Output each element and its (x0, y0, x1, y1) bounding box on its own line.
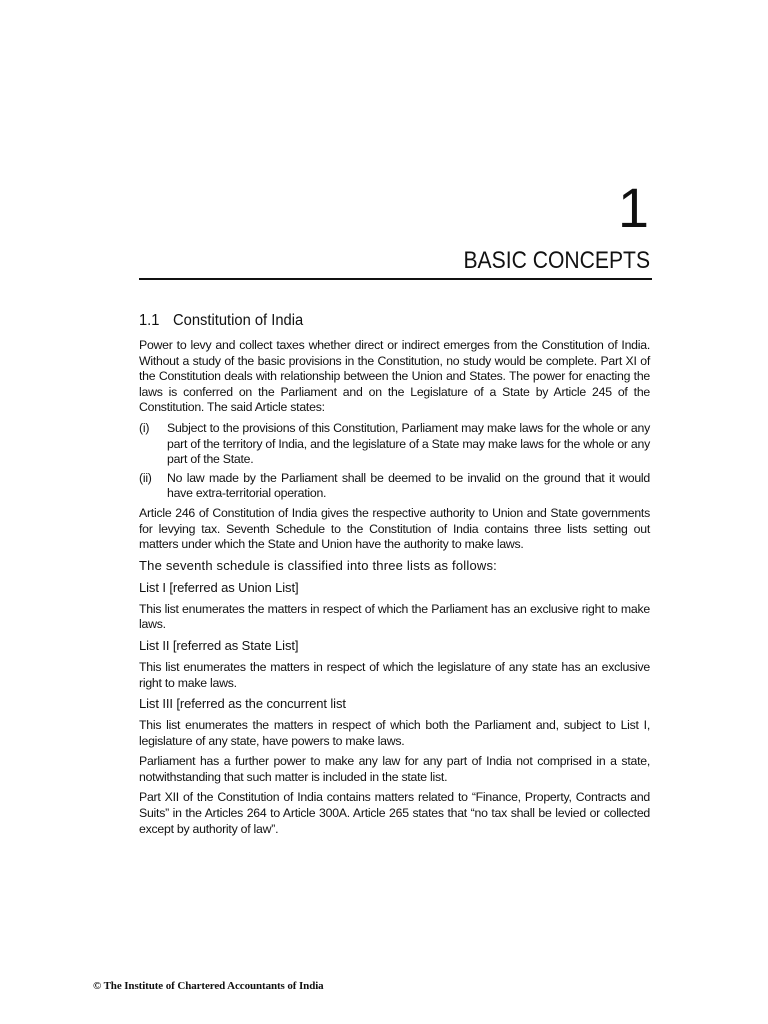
part-xii-paragraph: Part XII of the Constitution of India contains matters related to “Finance, Property, Contracts and Suits” in the Articles 264 to Article 300A. Article 265 states that “no tax shall be levied or collected except by authority of law”. (139, 790, 650, 836)
article-245-list (139, 421, 650, 502)
intro-paragraph: Power to levy and collect taxes whether direct or indirect emerges from the Constitution of India. Without a study of the basic provisions in the Constitution, no study would be complete. Part XI of the Constitution deals with relationship between the Union and States. The power for enacting the laws is conferred on the Parliament and on the Legislature of a State by Article 245 of the Constitution. The said Article states: (139, 338, 650, 415)
list2-heading: List II [referred as State List] (139, 637, 299, 653)
section-title: Constitution of India (173, 312, 304, 329)
seventh-schedule-intro: The seventh schedule is classified into three lists as follows: (139, 557, 497, 573)
list-item (139, 421, 650, 468)
list-item-text: No law made by the Parliament shall be deemed to be invalid on the ground that it would have extra-territorial operation. (167, 470, 650, 501)
chapter-title: BASIC CONCEPTS (463, 247, 650, 274)
article-246-paragraph: Article 246 of Constitution of India gives the respective authority to Union and State governments for levying tax. Seventh Schedule to the Constitution of India contains three lists setting out matters under which the State and Union have the authority to make laws. (139, 505, 650, 552)
list3-description: This list enumerates the matters in respect of which both the Parliament and, subject to List I, legislature of any state, have powers to make laws. (139, 718, 650, 748)
chapter-number: 1 (617, 176, 648, 239)
list-item (139, 471, 650, 502)
parliament-power-paragraph: Parliament has a further power to make any law for any part of India not comprised in a state, notwithstanding that such matter is included in the state list. (139, 754, 650, 784)
section-number: 1.1 (139, 312, 160, 329)
list-item-marker: (ii) (139, 470, 152, 485)
chapter-title-divider (139, 278, 652, 280)
list2-description: This list enumerates the matters in respect of which the legislature of any state has an exclusive right to make laws. (139, 659, 650, 690)
list1-heading: List I [referred as Union List] (139, 579, 299, 595)
list-item-marker: (i) (139, 420, 150, 435)
list-item-text: Subject to the provisions of this Constitution, Parliament may make laws for the whole or any part of the territory of India, and the legislature of a State may make laws for the whole or any part of the State. (167, 420, 650, 467)
list1-description: This list enumerates the matters in respect of which the Parliament has an exclusive right to make laws. (139, 601, 650, 632)
page-body (139, 311, 650, 842)
list3-heading: List III [referred as the concurrent list (139, 696, 346, 712)
section-heading (139, 311, 609, 331)
copyright-footer: © The Institute of Chartered Accountants of India (93, 980, 324, 992)
